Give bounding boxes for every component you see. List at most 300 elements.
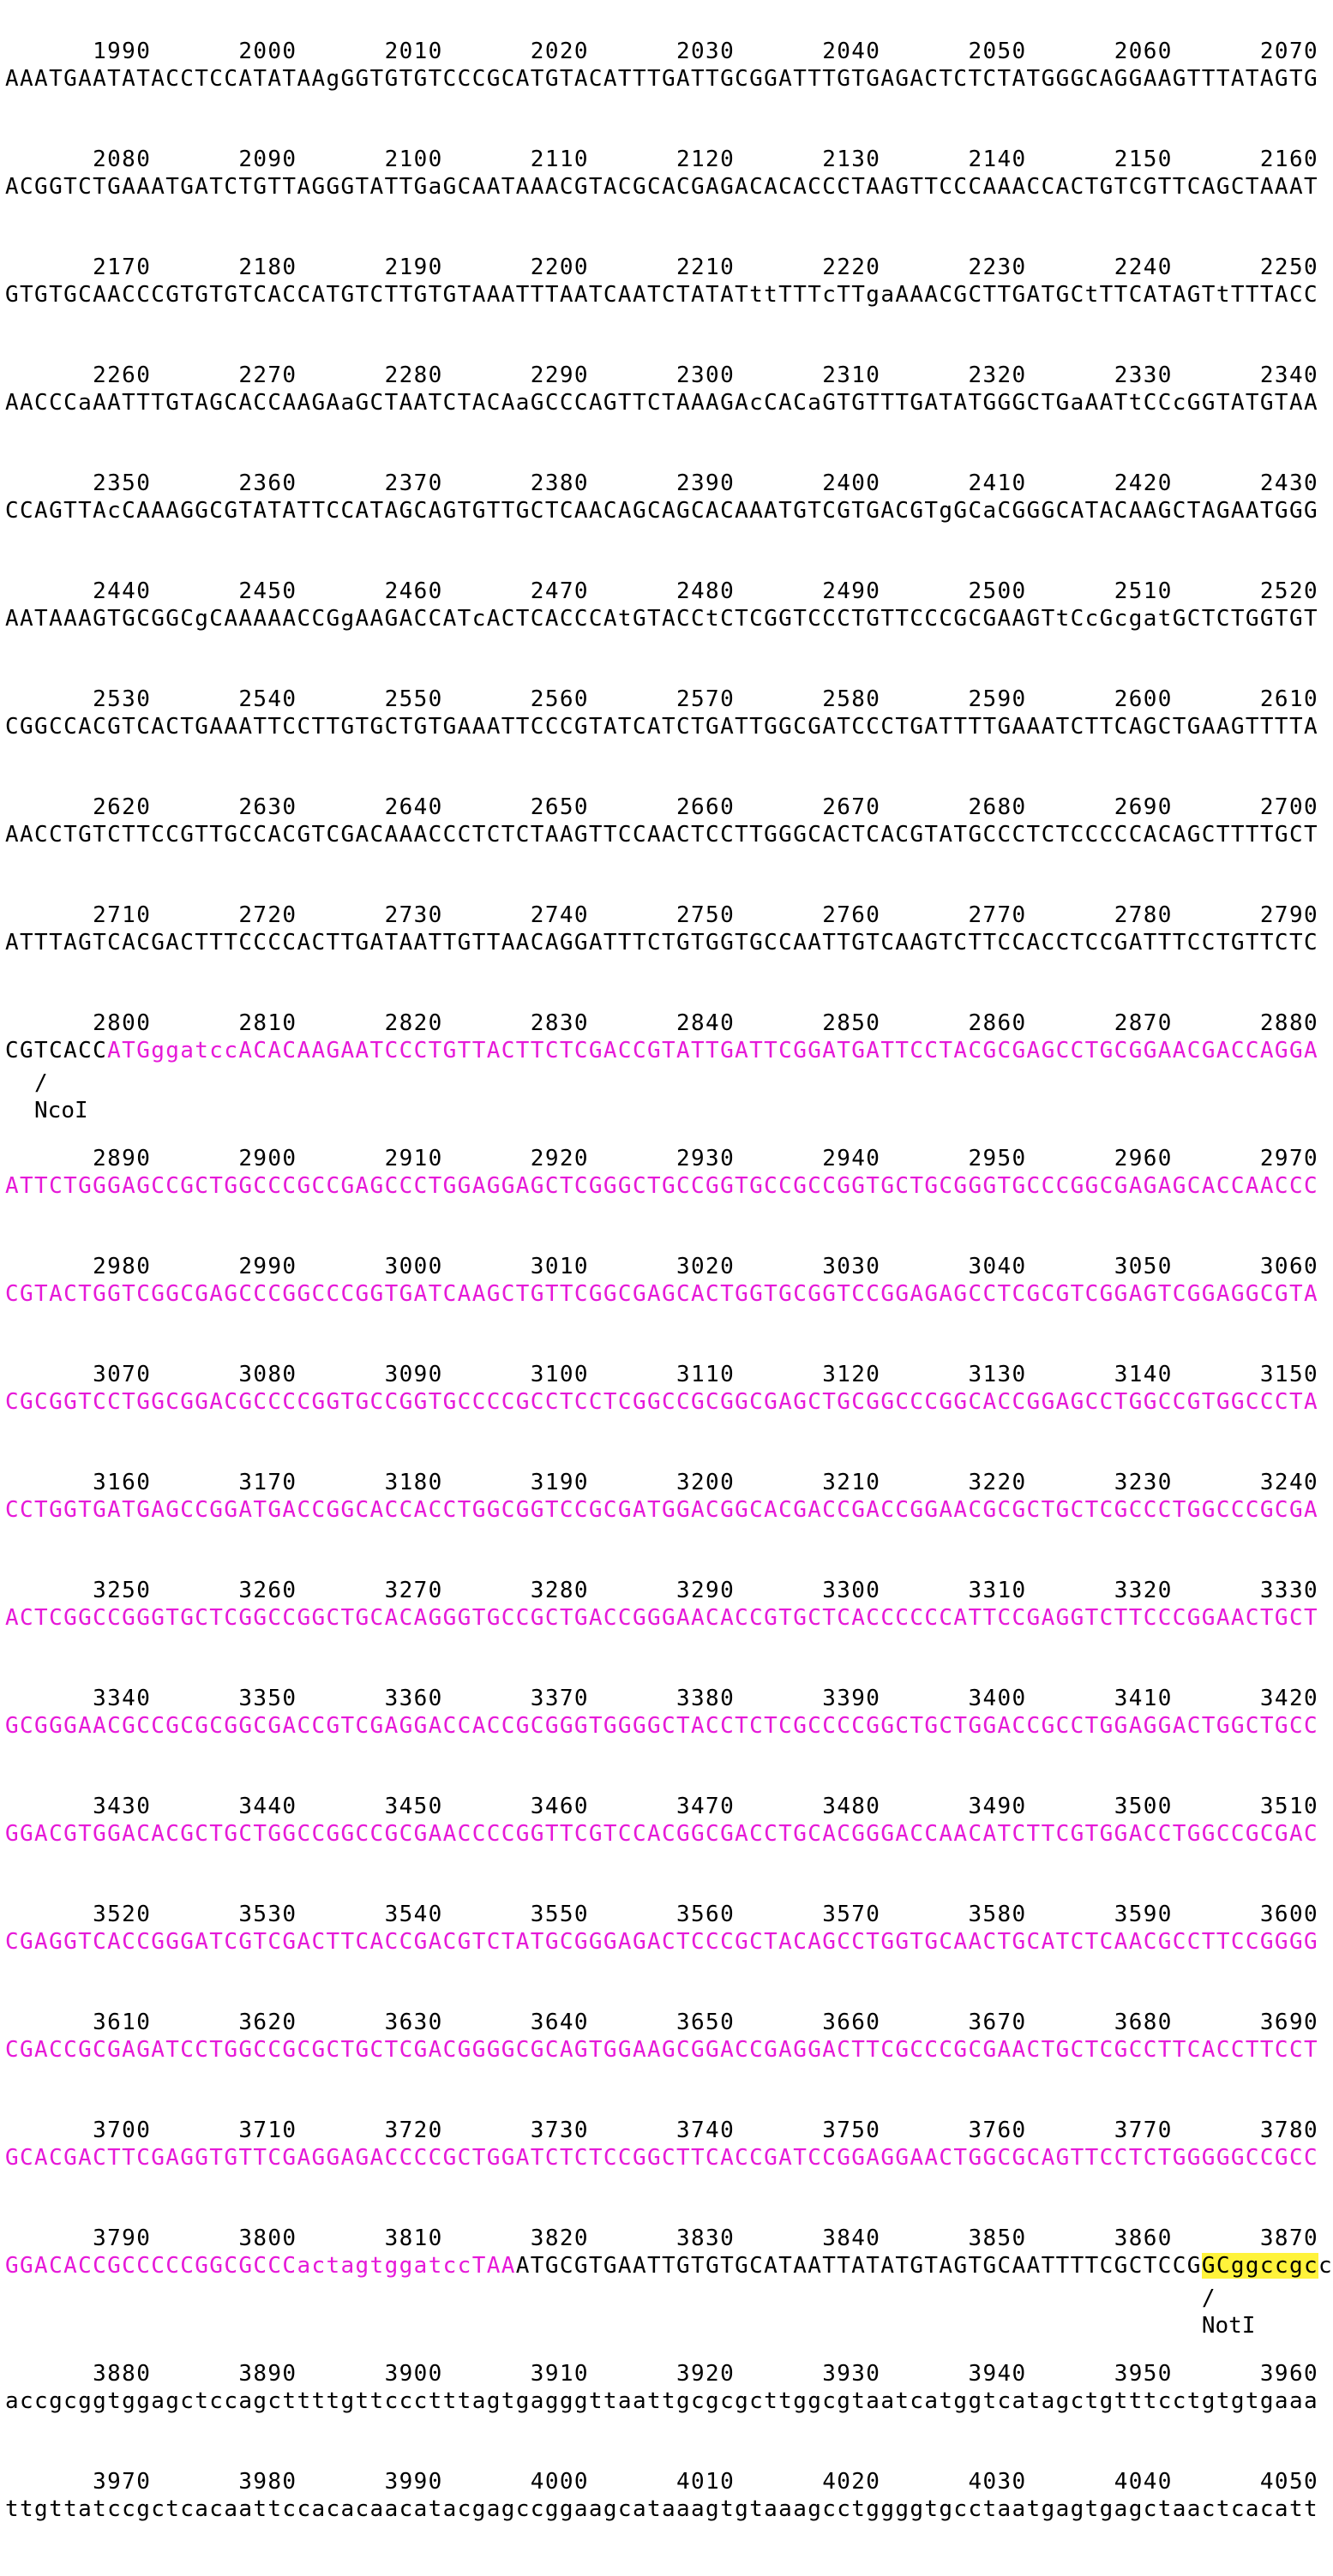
position-label: 2440 — [93, 578, 152, 604]
position-label: 2640 — [384, 794, 443, 820]
position-label: 3750 — [822, 2118, 881, 2143]
position-label: 3420 — [1259, 1686, 1318, 1711]
position-label: 2860 — [968, 1010, 1027, 1036]
position-label: 3310 — [968, 1578, 1027, 1603]
position-label: 3210 — [822, 1470, 881, 1495]
sequence-text: c — [1318, 2253, 1333, 2279]
sequence-line — [5, 1928, 1322, 1956]
sequence-line — [5, 1712, 1322, 1740]
position-label: 2940 — [822, 1146, 881, 1171]
position-label: 3870 — [1259, 2226, 1318, 2251]
position-label: 2460 — [384, 578, 443, 604]
position-label: 3390 — [822, 1686, 881, 1711]
position-label: 2150 — [1114, 147, 1173, 172]
position-label: 2780 — [1114, 902, 1173, 928]
position-label: 3380 — [676, 1686, 736, 1711]
position-label: 3850 — [968, 2226, 1027, 2251]
position-label: 2950 — [968, 1146, 1027, 1171]
position-label: 3500 — [1114, 1794, 1173, 1819]
sequence-line — [5, 1604, 1322, 1632]
position-label: 3410 — [1114, 1686, 1173, 1711]
position-label: 2600 — [1114, 686, 1173, 712]
position-label: 2170 — [93, 255, 152, 280]
position-label: 2110 — [530, 147, 589, 172]
position-label: 2700 — [1259, 794, 1318, 820]
position-label: 2160 — [1259, 147, 1318, 172]
sequence-block — [5, 2117, 1322, 2225]
position-label: 2320 — [968, 362, 1027, 388]
sequence-line — [5, 605, 1322, 632]
position-label: 2960 — [1114, 1146, 1173, 1171]
highlighted-site: GCggccgc — [1201, 2253, 1319, 2279]
position-label: 2420 — [1114, 470, 1173, 496]
sequence-line — [5, 1037, 1322, 1064]
sequence-line — [5, 1820, 1322, 1848]
position-label: 3490 — [968, 1794, 1027, 1819]
position-ruler — [5, 1361, 1322, 1388]
position-ruler — [5, 794, 1322, 821]
position-label: 3200 — [676, 1470, 736, 1495]
position-label: 3820 — [530, 2226, 589, 2251]
sequence-text: AACCTGTCTTCCGTTGCCACGTCGACAAACCCTCTCTAAGTTCCAACTCCTTGGGCACTCACGTATGCCCTCTCCCCCACAGCTTTTGCT — [5, 822, 1318, 848]
position-label: 2790 — [1259, 902, 1318, 928]
position-ruler — [5, 470, 1322, 497]
position-label: 2670 — [822, 794, 881, 820]
position-label: 3840 — [822, 2226, 881, 2251]
position-label: 3240 — [1259, 1470, 1318, 1495]
restriction-site-annotation — [5, 2279, 1322, 2339]
position-label: 4020 — [822, 2469, 881, 2495]
position-label: 3980 — [238, 2469, 297, 2495]
position-label: 2540 — [238, 686, 297, 712]
position-ruler — [5, 1685, 1322, 1712]
position-label: 3510 — [1259, 1794, 1318, 1819]
position-ruler — [5, 2468, 1322, 2495]
position-label: 3810 — [384, 2226, 443, 2251]
position-label: 3730 — [530, 2118, 589, 2143]
position-label: 3400 — [968, 1686, 1027, 1711]
position-label: 3270 — [384, 1578, 443, 1603]
position-label: 3590 — [1114, 1902, 1173, 1927]
sequence-block — [5, 2009, 1322, 2117]
position-label: 2920 — [530, 1146, 589, 1171]
position-label: 3990 — [384, 2469, 443, 2495]
sequence-text: CGTCACC — [5, 1038, 108, 1063]
position-label: 2930 — [676, 1146, 736, 1171]
sequence-line — [5, 713, 1322, 740]
position-label: 2090 — [238, 147, 297, 172]
position-label: 2020 — [530, 39, 589, 64]
position-label: 3560 — [676, 1902, 736, 1927]
position-label: 3430 — [93, 1794, 152, 1819]
position-label: 3550 — [530, 1902, 589, 1927]
position-label: 3150 — [1259, 1362, 1318, 1387]
position-label: 3830 — [676, 2226, 736, 2251]
position-label: 3640 — [530, 2010, 589, 2035]
coding-sequence: CGAGGTCACCGGGATCGTCGACTTCACCGACGTCTATGCGGGAGACTCCCGCTACAGCCTGGTGCAACTGCATCTCAACGCCTTCCGGGG — [5, 1929, 1318, 1955]
sequence-line — [5, 65, 1322, 93]
position-label: 2230 — [968, 255, 1027, 280]
position-label: 3790 — [93, 2226, 152, 2251]
position-ruler — [5, 38, 1322, 65]
position-ruler — [5, 902, 1322, 929]
position-ruler — [5, 254, 1322, 281]
position-label: 2130 — [822, 147, 881, 172]
enzyme-label: NcoI — [34, 1098, 88, 1123]
position-label: 2490 — [822, 578, 881, 604]
sequence-line — [5, 389, 1322, 416]
position-ruler — [5, 1253, 1322, 1280]
sequence-block — [5, 146, 1322, 254]
position-label: 2520 — [1259, 578, 1318, 604]
coding-sequence: CGACCGCGAGATCCTGGCCGCGCTGCTCGACGGGGCGCAGTGGAAGCGGACCGAGGACTTCGCCCGCGAACTGCTCGCCTTCACCTTCCT — [5, 2037, 1318, 2063]
enzyme-label: NotI — [1201, 2313, 1256, 2339]
position-label: 3860 — [1114, 2226, 1173, 2251]
position-label: 2530 — [93, 686, 152, 712]
position-label: 2720 — [238, 902, 297, 928]
position-label: 3770 — [1114, 2118, 1173, 2143]
position-ruler — [5, 1009, 1322, 1037]
position-label: 2400 — [822, 470, 881, 496]
position-label: 4000 — [530, 2469, 589, 2495]
position-label: 3530 — [238, 1902, 297, 1927]
position-label: 3690 — [1259, 2010, 1318, 2035]
sequence-block — [5, 1253, 1322, 1361]
sequence-line — [5, 1280, 1322, 1308]
position-label: 3570 — [822, 1902, 881, 1927]
position-label: 2390 — [676, 470, 736, 496]
position-label: 2840 — [676, 1010, 736, 1036]
sequence-line — [5, 2495, 1322, 2523]
position-label: 3930 — [822, 2361, 881, 2387]
position-label: 2220 — [822, 255, 881, 280]
position-label: 3300 — [822, 1578, 881, 1603]
sequence-block — [5, 470, 1322, 578]
position-label: 2250 — [1259, 255, 1318, 280]
position-label: 3140 — [1114, 1362, 1173, 1387]
position-label: 3070 — [93, 1362, 152, 1387]
position-label: 2690 — [1114, 794, 1173, 820]
position-label: 3020 — [676, 1254, 736, 1279]
sequence-block — [5, 1577, 1322, 1685]
position-label: 2000 — [238, 39, 297, 64]
coding-sequence: GCGGGAACGCCGCGCGGCGACCGTCGAGGACCACCGCGGGTGGGGCTACCTCTCGCCCCGGCTGCTGGACCGCCTGGAGGACTGGCTGCC — [5, 1713, 1318, 1739]
position-label: 4030 — [968, 2469, 1027, 2495]
position-label: 3350 — [238, 1686, 297, 1711]
position-label: 2850 — [822, 1010, 881, 1036]
position-label: 2010 — [384, 39, 443, 64]
position-label: 3630 — [384, 2010, 443, 2035]
position-label: 2650 — [530, 794, 589, 820]
coding-sequence: GCACGACTTCGAGGTGTTCGAGGAGACCCCGCTGGATCTCTCCGGCTTCACCGATCCGGAGGAACTGGCGCAGTTCCTCTGGGGGCCGCC — [5, 2145, 1318, 2171]
position-label: 3650 — [676, 2010, 736, 2035]
position-label: 2050 — [968, 39, 1027, 64]
coding-sequence: CGTACTGGTCGGCGAGCCCGGCCCGGTGATCAAGCTGTTCGGCGAGCACTGGTGCGGTCCGGAGAGCCTCGCGTCGGAGTCGGAGGCGTA — [5, 1281, 1318, 1307]
position-label: 2980 — [93, 1254, 152, 1279]
sequence-block — [5, 2360, 1322, 2468]
sequence-block — [5, 362, 1322, 470]
position-label: 2240 — [1114, 255, 1173, 280]
sequence-block — [5, 1361, 1322, 1469]
position-label: 2410 — [968, 470, 1027, 496]
position-label: 2330 — [1114, 362, 1173, 388]
site-marker: / — [34, 1070, 48, 1096]
sequence-line — [5, 2036, 1322, 2064]
sequence-line — [5, 173, 1322, 201]
position-label: 3130 — [968, 1362, 1027, 1387]
position-label: 3180 — [384, 1470, 443, 1495]
sequence-line — [5, 2387, 1322, 2415]
position-label: 2300 — [676, 362, 736, 388]
sequence-line — [5, 281, 1322, 309]
position-label: 2190 — [384, 255, 443, 280]
sequence-text: GTGTGCAACCCGTGTGTCACCATGTCTTGTGTAAATTTAATCAATCTATATttTTTcTTgaAAACGCTTGATGCtTTCATAGTtTTTACC — [5, 282, 1318, 308]
sequence-text: accgcggtggagctccagcttttgttccctttagtgagggttaattgcgcgcttggcgtaatcatggtcatagctgtttcctgtgtgaaa — [5, 2388, 1318, 2414]
position-label: 2340 — [1259, 362, 1318, 388]
sequence-text: CGGCCACGTCACTGAAATTCCTTGTGCTGTGAAATTCCCGTATCATCTGATTGGCGATCCCTGATTTTGAAATCTTCAGCTGAAGTTTTA — [5, 714, 1318, 740]
position-label: 2350 — [93, 470, 152, 496]
position-label: 2710 — [93, 902, 152, 928]
coding-sequence: CGCGGTCCTGGCGGACGCCCCGGTGCCGGTGCCCCGCCTCCTCGGCCGCGGCGAGCTGCGGCCCGGCACCGGAGCCTGGCCGTGGCCCTA — [5, 1389, 1318, 1415]
position-label: 3800 — [238, 2226, 297, 2251]
position-label: 4040 — [1114, 2469, 1173, 2495]
position-label: 3340 — [93, 1686, 152, 1711]
position-label: 2290 — [530, 362, 589, 388]
position-ruler — [5, 2225, 1322, 2252]
position-label: 2800 — [93, 1010, 152, 1036]
position-ruler — [5, 1901, 1322, 1928]
position-label: 2380 — [530, 470, 589, 496]
sequence-text: AACCCaAATTTGTAGCACCAAGAaGCTAATCTACAaGCCCAGTTCTAAAGAcCACaGTGTTTGATATGGGCTGaAATtCCcGGTATGTAA — [5, 390, 1318, 416]
position-label: 2890 — [93, 1146, 152, 1171]
position-label: 2430 — [1259, 470, 1318, 496]
position-label: 3260 — [238, 1578, 297, 1603]
sequence-block — [5, 686, 1322, 794]
position-label: 3600 — [1259, 1902, 1318, 1927]
position-label: 3230 — [1114, 1470, 1173, 1495]
position-label: 3160 — [93, 1470, 152, 1495]
position-ruler — [5, 578, 1322, 605]
position-label: 2450 — [238, 578, 297, 604]
position-label: 3540 — [384, 1902, 443, 1927]
position-label: 3940 — [968, 2361, 1027, 2387]
position-ruler — [5, 686, 1322, 713]
position-label: 3440 — [238, 1794, 297, 1819]
position-label: 3110 — [676, 1362, 736, 1387]
sequence-block — [5, 1685, 1322, 1793]
position-label: 3220 — [968, 1470, 1027, 1495]
position-label: 3680 — [1114, 2010, 1173, 2035]
position-label: 3910 — [530, 2361, 589, 2387]
sequence-line — [5, 1388, 1322, 1416]
position-label: 2040 — [822, 39, 881, 64]
position-ruler — [5, 2009, 1322, 2036]
position-label: 3580 — [968, 1902, 1027, 1927]
position-label: 2570 — [676, 686, 736, 712]
position-label: 2870 — [1114, 1010, 1173, 1036]
sequence-block — [5, 1793, 1322, 1901]
position-ruler — [5, 146, 1322, 173]
position-label: 2120 — [676, 147, 736, 172]
position-label: 3170 — [238, 1470, 297, 1495]
position-label: 3280 — [530, 1578, 589, 1603]
position-label: 2730 — [384, 902, 443, 928]
position-label: 3890 — [238, 2361, 297, 2387]
position-label: 2680 — [968, 794, 1027, 820]
position-label: 2880 — [1259, 1010, 1318, 1036]
position-label: 3740 — [676, 2118, 736, 2143]
position-label: 2820 — [384, 1010, 443, 1036]
position-label: 3900 — [384, 2361, 443, 2387]
position-ruler — [5, 1145, 1322, 1172]
sequence-line — [5, 1496, 1322, 1524]
coding-sequence: ATGggatccACACAAGAATCCCTGTTACTTCTCGACCGTATTGATTCGGATGATTCCTACGCGAGCCTGCGGAACGACCAGGA — [107, 1038, 1318, 1063]
position-label: 3760 — [968, 2118, 1027, 2143]
position-ruler — [5, 1469, 1322, 1496]
position-label: 2910 — [384, 1146, 443, 1171]
position-label: 3370 — [530, 1686, 589, 1711]
restriction-site-annotation — [5, 1064, 1322, 1123]
position-label: 3960 — [1259, 2361, 1318, 2387]
position-label: 2180 — [238, 255, 297, 280]
position-label: 3670 — [968, 2010, 1027, 2035]
position-label: 2660 — [676, 794, 736, 820]
sequence-block — [5, 794, 1322, 902]
position-label: 3330 — [1259, 1578, 1318, 1603]
sequence-viewer — [5, 38, 1333, 2576]
position-label: 3920 — [676, 2361, 736, 2387]
position-label: 2370 — [384, 470, 443, 496]
position-label: 2580 — [822, 686, 881, 712]
position-label: 2030 — [676, 39, 736, 64]
position-label: 2060 — [1114, 39, 1173, 64]
position-label: 2750 — [676, 902, 736, 928]
position-label: 3720 — [384, 2118, 443, 2143]
position-label: 3470 — [676, 1794, 736, 1819]
position-label: 2760 — [822, 902, 881, 928]
position-label: 3080 — [238, 1362, 297, 1387]
position-ruler — [5, 1793, 1322, 1820]
position-label: 2070 — [1259, 39, 1318, 64]
position-label: 3100 — [530, 1362, 589, 1387]
position-label: 3780 — [1259, 2118, 1318, 2143]
position-label: 3450 — [384, 1794, 443, 1819]
position-label: 2260 — [93, 362, 152, 388]
position-label: 2280 — [384, 362, 443, 388]
position-label: 2310 — [822, 362, 881, 388]
position-label: 4010 — [676, 2469, 736, 2495]
position-label: 2620 — [93, 794, 152, 820]
position-label: 3120 — [822, 1362, 881, 1387]
position-ruler — [5, 2360, 1322, 2387]
site-marker: / — [1201, 2285, 1216, 2311]
position-label: 2200 — [530, 255, 589, 280]
coding-sequence: GGACACCGCCCCCGGCGCCCactagtggatccTAA — [5, 2253, 516, 2279]
position-label: 2500 — [968, 578, 1027, 604]
coding-sequence: ACTCGGCCGGGTGCTCGGCCGGCTGCACAGGGTGCCGCTGACCGGGAACACCGTGCTCACCCCCCATTCCGAGGTCTTCCCGGAACTGCT — [5, 1605, 1318, 1631]
sequence-line — [5, 1172, 1322, 1200]
position-label: 2610 — [1259, 686, 1318, 712]
position-label: 2270 — [238, 362, 297, 388]
coding-sequence: GGACGTGGACACGCTGCTGGCCGGCCGCGAACCCCGGTTCGTCCACGGCGACCTGCACGGGACCAACATCTTCGTGGACCTGGCCGCGAC — [5, 1821, 1318, 1847]
position-label: 2810 — [238, 1010, 297, 1036]
position-label: 3010 — [530, 1254, 589, 1279]
coding-sequence: CCTGGTGATGAGCCGGATGACCGGCACCACCTGGCGGTCCGCGATGGACGGCACGACCGACCGGAACGCGCTGCTCGCCCTGGCCCGCGA — [5, 1497, 1318, 1523]
position-label: 2360 — [238, 470, 297, 496]
position-label: 3610 — [93, 2010, 152, 2035]
position-label: 4050 — [1259, 2469, 1318, 2495]
position-label: 2470 — [530, 578, 589, 604]
position-label: 2560 — [530, 686, 589, 712]
position-label: 3250 — [93, 1578, 152, 1603]
position-label: 2970 — [1259, 1146, 1318, 1171]
position-label: 3190 — [530, 1470, 589, 1495]
sequence-block — [5, 38, 1322, 146]
position-label: 2550 — [384, 686, 443, 712]
position-label: 3060 — [1259, 1254, 1318, 1279]
sequence-block — [5, 2468, 1322, 2576]
sequence-block — [5, 1145, 1322, 1253]
position-ruler — [5, 2117, 1322, 2144]
sequence-block — [5, 2225, 1333, 2360]
position-label: 3710 — [238, 2118, 297, 2143]
position-label: 3030 — [822, 1254, 881, 1279]
position-label: 3460 — [530, 1794, 589, 1819]
sequence-text: ttgttatccgctcacaattccacacaacatacgagccggaagcataaagtgtaaagcctggggtgcctaatgagtgagctaactcacatt — [5, 2496, 1318, 2522]
coding-sequence: ATTCTGGGAGCCGCTGGCCCGCCGAGCCCTGGAGGAGCTCGGGCTGCCGGTGCCGCCGGTGCTGCGGGTGCCCGGCGAGAGCACCAACCC — [5, 1173, 1318, 1199]
position-ruler — [5, 1577, 1322, 1604]
position-label: 2480 — [676, 578, 736, 604]
position-label: 2100 — [384, 147, 443, 172]
position-label: 2740 — [530, 902, 589, 928]
sequence-text: AAATGAATATACCTCCATATAAgGGTGTGTCCCGCATGTACATTTGATTGCGGATTTGTGAGACTCTCTATGGGCAGGAAGTTTATAGTG — [5, 66, 1318, 92]
position-label: 2080 — [93, 147, 152, 172]
sequence-line — [5, 497, 1322, 524]
sequence-text: ATGCGTGAATTGTGTGCATAATTATATGTAGTGCAATTTTCGCTCCG — [515, 2253, 1202, 2279]
position-label: 3520 — [93, 1902, 152, 1927]
position-label: 2990 — [238, 1254, 297, 1279]
sequence-block — [5, 1469, 1322, 1577]
sequence-text: CCAGTTAcCAAAGGCGTATATTCCATAGCAGTGTTGCTCAACAGCAGCACAAATGTCGTGACGTgGCaCGGGCATACAAGCTAGAATGGG — [5, 498, 1318, 524]
position-label: 3320 — [1114, 1578, 1173, 1603]
position-label: 2140 — [968, 147, 1027, 172]
position-label: 3360 — [384, 1686, 443, 1711]
sequence-line — [5, 2252, 1333, 2279]
position-label: 3480 — [822, 1794, 881, 1819]
sequence-block — [5, 254, 1322, 362]
sequence-block — [5, 1009, 1322, 1145]
position-label: 3620 — [238, 2010, 297, 2035]
position-label: 3090 — [384, 1362, 443, 1387]
position-label: 2900 — [238, 1146, 297, 1171]
position-ruler — [5, 362, 1322, 389]
position-label: 2630 — [238, 794, 297, 820]
sequence-text: AATAAAGTGCGGCgCAAAAACCGgAAGACCATcACTCACCCAtGTACCtCTCGGTCCCTGTTCCCGCGAAGTtCcGcgatGCTCTGGTGT — [5, 606, 1318, 632]
position-label: 1990 — [93, 39, 152, 64]
position-label: 3950 — [1114, 2361, 1173, 2387]
sequence-line — [5, 2144, 1322, 2172]
position-label: 3700 — [93, 2118, 152, 2143]
position-label: 3290 — [676, 1578, 736, 1603]
position-label: 3880 — [93, 2361, 152, 2387]
sequence-block — [5, 1901, 1322, 2009]
position-label: 2770 — [968, 902, 1027, 928]
sequence-block — [5, 902, 1322, 1009]
position-label: 2210 — [676, 255, 736, 280]
position-label: 3970 — [93, 2469, 152, 2495]
sequence-line — [5, 929, 1322, 956]
sequence-block — [5, 578, 1322, 686]
